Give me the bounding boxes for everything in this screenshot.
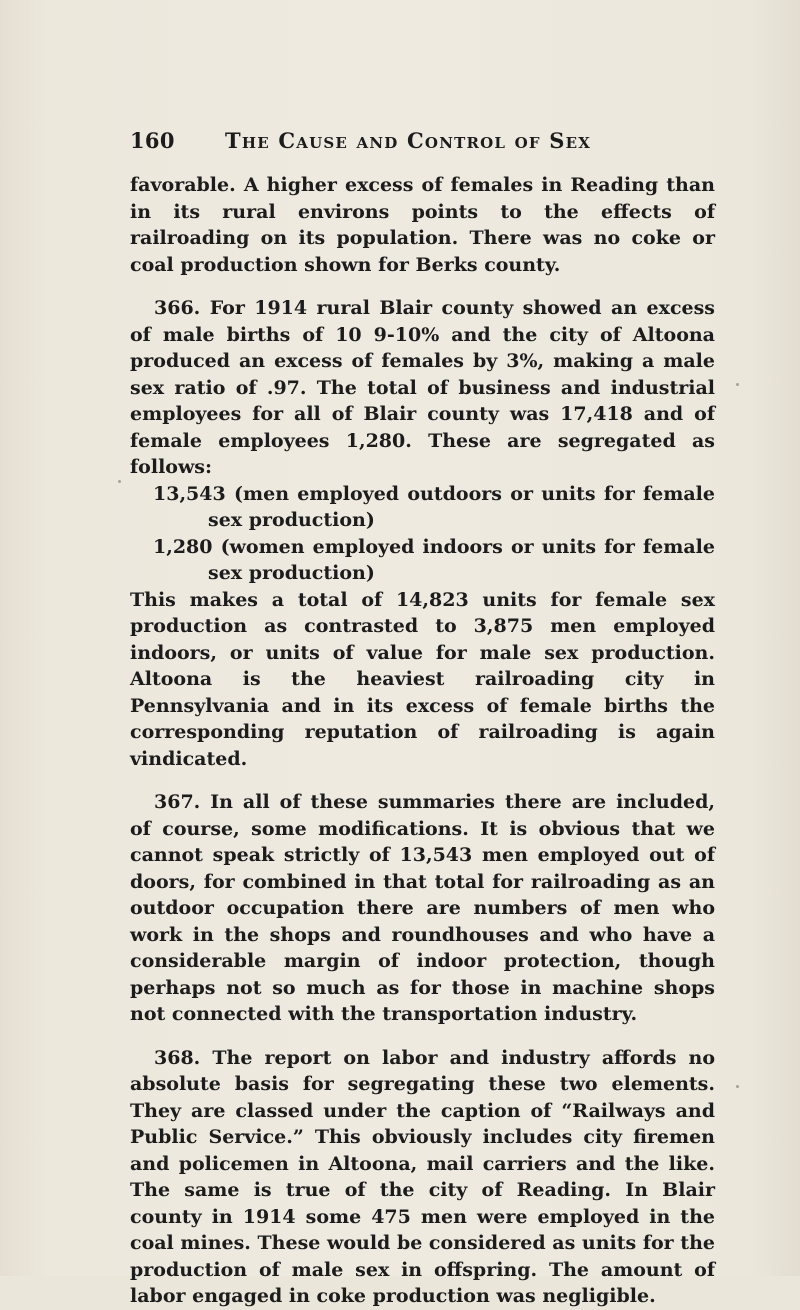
paper-speck	[118, 480, 121, 483]
body-text	[130, 172, 715, 1310]
paper-speck	[736, 1085, 739, 1088]
paragraph-366-continuation: This makes a total of 14,823 units for female sex production as contrasted to 3,875 men employed indoors, or units of value for male sex production. Altoona is the heaviest railroading city in Pennsylvania and in its excess of female births the corresponding reputation of railroading is again vindicated.	[130, 588, 715, 770]
paragraph-366: 366. For 1914 rural Blair county showed an excess of male births of 10 9-10% and the city of Altoona produced an excess of females by 3%, making a male sex ratio of .97. The total of business and industrial employees for all of Blair county was 17,418 and of female employees 1,280. These are segregated as follows:	[130, 297, 715, 478]
running-header	[130, 128, 730, 162]
paragraph-368: 368. The report on labor and industry affords no absolute basis for segregating these two elements. They are classed under the caption of “Railways and Public Service.” This obviously includes city firemen and policemen in Altoona, mail carriers and the like. The same is true of the city of Reading. In Blair county in 1914 some 475 men were employed in the coal mines. These would be considered as units for the production of male sex in offspring. The amount of labor engaged in coke production was negligible.	[130, 1046, 715, 1307]
segregation-item-women: 1,280 (women employed indoors or units for female sex production)	[153, 535, 715, 584]
running-title: The Cause and Control of Sex	[225, 128, 592, 153]
page-number: 160	[130, 128, 175, 153]
paper-speck	[736, 383, 739, 386]
paragraph-continuation: favorable. A higher excess of females in Reading than in its rural environs points to the effects of railroading on its population. There was no coke or coal production shown for Berks county.	[130, 174, 715, 276]
segregation-item-men: 13,543 (men employed outdoors or units for female sex production)	[153, 482, 715, 531]
paragraph-367: 367. In all of these summaries there are included, of course, some modifications. It is obvious that we cannot speak strictly of 13,543 men employed out of doors, for combined in that total for railroading as an outdoor occupation there are numbers of men who work in the shops and roundhouses and who have a considerable margin of indoor protection, though perhaps not so much as for those in machine shops not connected with the transportation industry.	[130, 791, 715, 1025]
